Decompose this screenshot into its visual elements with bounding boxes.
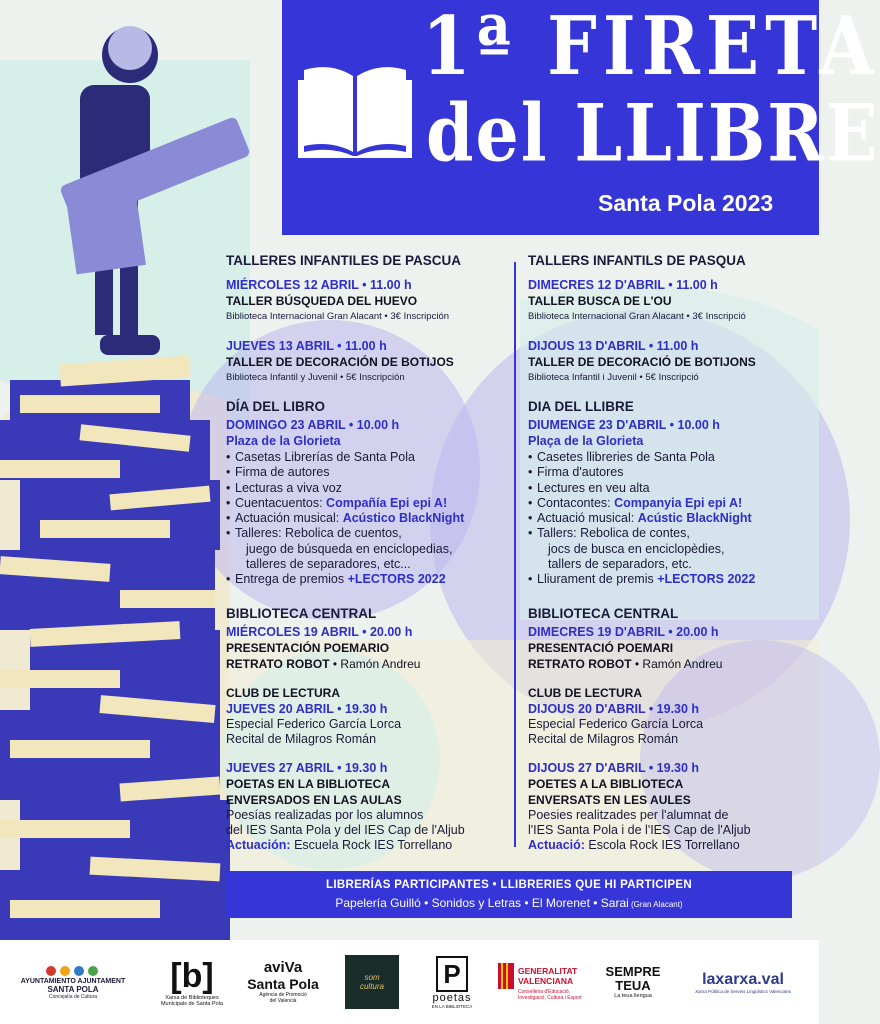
list-item-continuation: talleres de separadores, etc... [246, 557, 411, 572]
event-date: MIÉRCOLES 12 ABRIL • 11.00 h [226, 278, 412, 292]
poetas-text-1: poetas [432, 991, 472, 1004]
list-item: • Casetas Librerías de Santa Pola [226, 450, 501, 465]
aviva-text-2: Santa Pola [247, 976, 319, 992]
ayuntamiento-logo [18, 940, 128, 1024]
event-performer: Escuela Rock IES Torrellano [290, 837, 453, 852]
ayto-text-2: AJUNTAMENT [77, 978, 126, 985]
event-meta: Biblioteca Internacional Gran Alacant • 3€ Inscripción [226, 311, 450, 322]
list-item [528, 572, 803, 587]
event-date: DIJOUS 20 D'ABRIL • 19.30 h [528, 701, 700, 716]
sempre-text-1: SEMPRE [605, 964, 661, 979]
subtitle: Santa Pola 2023 [598, 190, 774, 216]
list-item-text: Actuación musical: [235, 511, 343, 526]
event-text: Poesies realitzades per l'alumnat de [528, 807, 729, 822]
section-title: TALLERS INFANTILS DE PASQUA [528, 253, 746, 268]
ayto-text-3: SANTA POLA [47, 985, 99, 994]
event-date: JUEVES 20 ABRIL • 19.30 h [226, 701, 388, 716]
gen-text-4: Investigació, Cultura i Esport [518, 995, 582, 1001]
xarxa-text-1: Xarxa de Biblioteques [165, 995, 219, 1001]
poetas-mark: P [436, 956, 468, 992]
event-meta: Biblioteca Internacional Gran Alacant • 3€ Inscripció [528, 311, 746, 322]
event-text: Recital de Milagros Román [528, 731, 679, 746]
list-item [226, 511, 501, 526]
section-title: DIA DEL LLIBRE [528, 399, 634, 414]
list-item: • Casetes llibreries de Santa Pola [528, 450, 803, 465]
activity-list [226, 450, 501, 588]
event-text: Especial Federico García Lorca [226, 716, 402, 731]
event-text [528, 838, 803, 853]
gen-text-1: GENERALITAT [518, 966, 578, 976]
event-name: TALLER BUSCA DE L'OU [528, 294, 672, 308]
event-text: Especial Federico García Lorca [528, 716, 704, 731]
xarxa-mark: [b] [170, 957, 214, 995]
generalitat-crest-icon [498, 963, 514, 989]
event-name: TALLER DE DECORACIÓN DE BOTIJOS [226, 355, 454, 369]
laxarxa-val-logo [684, 940, 802, 1024]
list-item [528, 496, 803, 511]
aviva-santa-pola-logo [238, 940, 328, 1024]
list-item-highlight: Compañía Epi epi A! [326, 495, 448, 510]
xarxa-text-2: Municipals de Santa Pola [160, 1001, 224, 1007]
participants-note: (Gran Alacant) [628, 900, 683, 909]
crest-dots-icon [43, 964, 103, 978]
club-title: CLUB DE LECTURA [528, 685, 642, 700]
event-date: DIUMENGE 23 D'ABRIL • 10.00 h [528, 418, 720, 432]
list-item-text: Contacontes: [537, 495, 615, 510]
list-item-highlight: +LECTORS 2022 [657, 572, 756, 587]
event-author: • Ramón Andreu [329, 656, 421, 671]
participants-list [226, 896, 792, 910]
title-line-1: 1ª FIRETA [422, 0, 880, 94]
generalitat-valenciana-logo [498, 940, 594, 1024]
list-item: • Tallers: Rebolica de contes, [528, 526, 803, 541]
section-title: TALLERES INFANTILES DE PASCUA [226, 253, 462, 268]
list-item-continuation: tallers de separadors, etc. [548, 557, 692, 572]
section-title: BIBLIOTECA CENTRAL [528, 605, 679, 621]
title-line-2: del LLIBRE [426, 88, 880, 181]
sempre-text-3: La teua llengua [614, 993, 652, 999]
valencian-column [528, 253, 803, 853]
event-date: JUEVES 13 ABRIL • 11.00 h [226, 339, 387, 353]
event-date: DIMECRES 19 D'ABRIL • 20.00 h [528, 624, 719, 639]
spanish-column [226, 253, 501, 853]
participants-title: LIBRERÍAS PARTICIPANTES • LLIBRERIES QUE HI PARTICIPEN [326, 879, 692, 891]
event-date: MIÉRCOLES 19 ABRIL • 20.00 h [226, 624, 413, 639]
event-name: TALLER DE DECORACIÓ DE BOTIJONS [528, 355, 756, 369]
event-name [528, 656, 803, 672]
child-on-books-illustration [0, 0, 230, 940]
event-meta: Biblioteca Infantil y Juvenil • 5€ Inscripción [226, 372, 405, 383]
sponsor-logos-bar [0, 940, 819, 1024]
event-name: ENVERSATS EN LES AULES [528, 792, 691, 807]
list-item-text: Cuentacuentos: [235, 495, 327, 510]
club-title: CLUB DE LECTURA [226, 685, 340, 700]
list-item: • Lectures en veu alta [528, 481, 803, 496]
laxarxa-text-2: Xarxa Pública de Serveis Lingüístics Valencians [695, 988, 791, 994]
event-label: Actuación: [226, 837, 291, 852]
event-date: DOMINGO 23 ABRIL • 10.00 h [226, 418, 400, 432]
list-item-highlight: Acústic BlackNight [637, 511, 752, 526]
poetas-text-2: EN LA BIBLIOTECA [431, 1003, 473, 1009]
list-item-text: Entrega de premios [235, 572, 348, 587]
section-title: BIBLIOTECA CENTRAL [226, 605, 377, 621]
list-item-continuation: juego de búsqueda en enciclopedias, [246, 541, 453, 556]
laxarxa-text-1: laxarxa.val [702, 970, 784, 988]
list-item: • Firma d'autores [528, 465, 803, 480]
event-label: Actuació: [528, 837, 585, 852]
xarxa-biblioteques-logo [152, 940, 232, 1024]
sempre-teua-logo [600, 940, 666, 1024]
ayto-text-1: AYUNTAMIENTO [20, 978, 76, 985]
som-text-1: som [364, 973, 380, 982]
event-date: DIMECRES 12 D'ABRIL • 11.00 h [528, 278, 718, 292]
activity-list [528, 450, 803, 588]
event-name: ENVERSADOS EN LAS AULAS [226, 792, 402, 807]
event-date: DIJOUS 27 D'ABRIL • 19.30 h [528, 760, 700, 775]
som-cultura-logo [345, 940, 399, 1024]
aviva-text-1: aviVa [263, 959, 303, 976]
event-title: RETRATO ROBOT [226, 656, 330, 671]
list-item [226, 572, 501, 587]
list-item: • Firma de autores [226, 465, 501, 480]
event-name: PRESENTACIÓN POEMARIO [226, 640, 390, 655]
event-author: • Ramón Andreu [631, 656, 723, 671]
event-date: JUEVES 27 ABRIL • 19.30 h [226, 760, 388, 775]
event-name: POETAS EN LA BIBLIOTECA [226, 776, 391, 791]
sempre-text-2: TEUA [615, 978, 651, 993]
open-book-icon [296, 60, 414, 160]
gen-text-3: Conselleria d'Educació, [518, 989, 571, 995]
event-place: Plaça de la Glorieta [528, 434, 644, 448]
list-item-highlight: +LECTORS 2022 [347, 572, 446, 587]
som-text-2: cultura [359, 982, 384, 991]
list-item-continuation: jocs de busca en enciclopèdies, [548, 541, 725, 556]
event-text: l'IES Santa Pola i de l'IES Cap de l'Aljub [528, 822, 751, 837]
ayto-text-4: Concejalía de Cultura [48, 994, 98, 1000]
participants-banner [226, 871, 792, 918]
event-name: TALLER BÚSQUEDA DEL HUEVO [226, 294, 418, 308]
event-date: DIJOUS 13 D'ABRIL • 11.00 h [528, 339, 699, 353]
event-name [226, 656, 501, 672]
event-title: RETRATO ROBOT [528, 656, 632, 671]
aviva-text-4: del Valencià [269, 998, 297, 1004]
event-text [226, 838, 501, 853]
event-text: Poesías realizadas por los alumnos [226, 807, 424, 822]
column-divider [514, 262, 516, 847]
event-performer: Escola Rock IES Torrellano [584, 837, 740, 852]
participants-names: Papelería Guilló • Sonidos y Letras • El Morenet • Sarai [335, 896, 629, 910]
event-meta: Biblioteca Infantil i Juvenil • 5€ Inscripció [528, 372, 699, 383]
list-item: • Lecturas a viva voz [226, 481, 501, 496]
event-place: Plaza de la Glorieta [226, 434, 341, 448]
section-title: DÍA DEL LIBRO [226, 399, 326, 414]
event-name: POETES A LA BIBLIOTECA [528, 776, 684, 791]
event-name: PRESENTACIÓ POEMARI [528, 640, 674, 655]
list-item-highlight: Acústico BlackNight [342, 511, 465, 526]
list-item-highlight: Companyia Epi epi A! [614, 495, 743, 510]
list-item [226, 496, 501, 511]
aviva-text-3: Agència de Promoció [259, 992, 307, 998]
event-text: del IES Santa Pola y del IES Cap de l'Aljub [226, 822, 465, 837]
list-item-text: Lliurament de premis [537, 572, 658, 587]
event-text: Recital de Milagros Román [226, 731, 377, 746]
list-item-text: Actuació musical: [537, 511, 638, 526]
list-item: • Talleres: Rebolica de cuentos, [226, 526, 501, 541]
poetas-biblioteca-logo [422, 940, 482, 1024]
gen-text-2: VALENCIANA [518, 976, 574, 986]
list-item [528, 511, 803, 526]
